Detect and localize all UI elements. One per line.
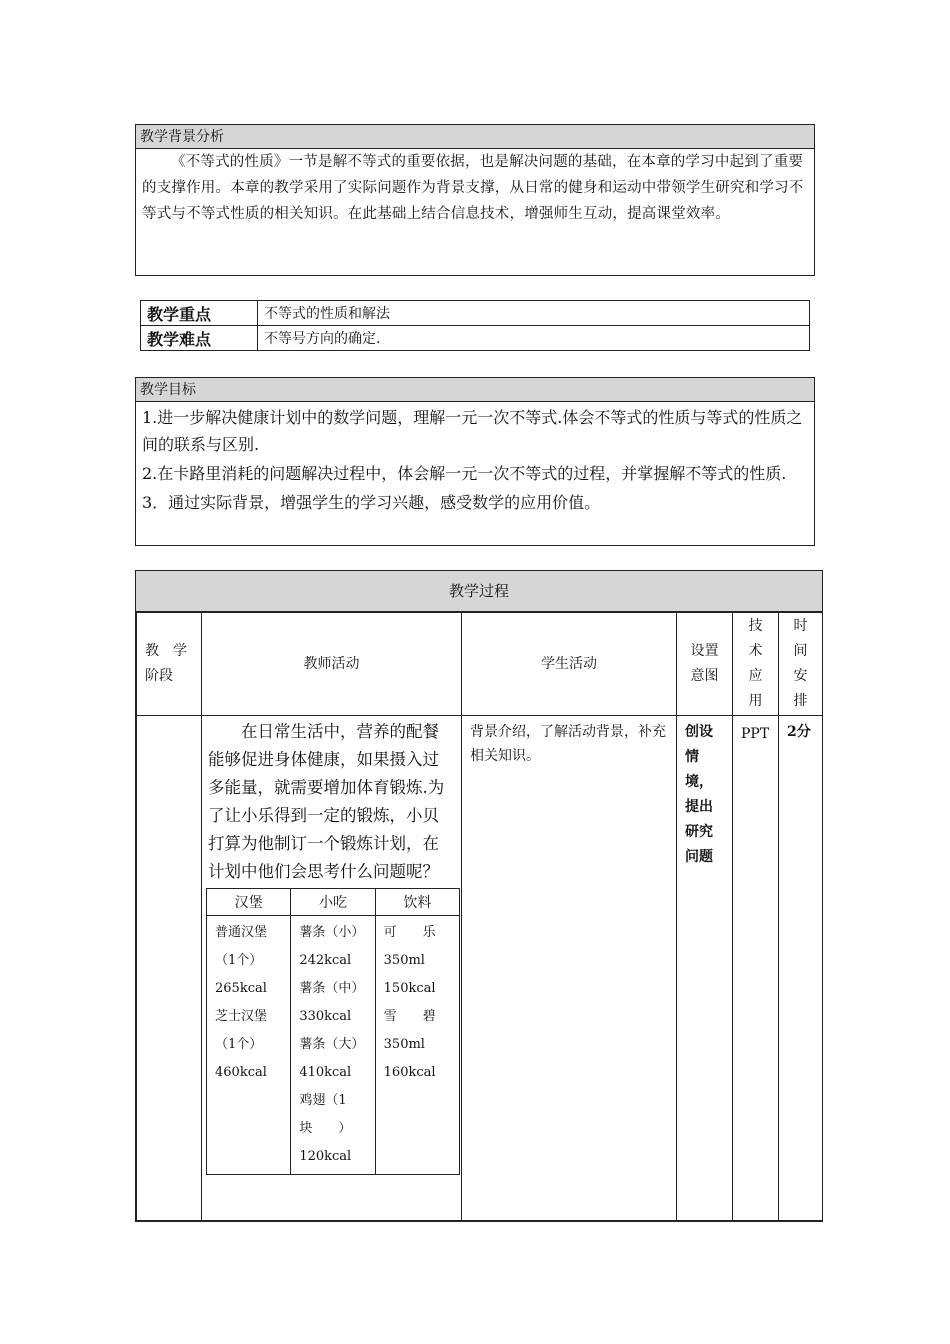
menu-burgers: 普通汉堡 （1个） 265kcal 芝士汉堡 （1个） 460kcal xyxy=(207,916,291,1175)
process-title: 教学过程 xyxy=(136,571,822,612)
goals-section xyxy=(135,377,815,546)
teacher-activity-text: 在日常生活中，营养的配餐能够促进身体健康，如果摄入过多能量，就需要增加体育锻炼.为了让小乐得到一定的锻炼，小贝打算为他制订一个锻炼计划，在计划中他们会思考什么问题呢？ xyxy=(208,722,445,881)
menu-header-snack: 小吃 xyxy=(291,889,375,916)
focus-label: 教学重点 xyxy=(141,301,258,326)
row1-teacher xyxy=(202,716,462,1221)
row1-intent: 创设情境，提出研究问题 xyxy=(677,716,733,1221)
row1-stage xyxy=(137,716,202,1221)
goals-header: 教学目标 xyxy=(136,378,814,402)
menu-table xyxy=(206,888,460,1175)
background-section xyxy=(135,124,815,276)
goal-item-1: 1.进一步解决健康计划中的数学问题，理解一元一次不等式.体会不等式的性质与等式的性质之间的联系与区别. xyxy=(142,408,803,454)
key-points-table xyxy=(140,300,810,351)
header-time: 时间安排 xyxy=(779,613,823,716)
menu-drinks: 可 乐 350ml 150kcal 雪 碧 350ml 160kcal xyxy=(375,916,459,1175)
menu-snacks: 薯条（小） 242kcal 薯条（中） 330kcal 薯条（大） 410kcal 鸡翅（1 块 ） 120kcal xyxy=(291,916,375,1175)
menu-header-drink: 饮料 xyxy=(375,889,459,916)
background-text: 《不等式的性质》一节是解不等式的重要依据，也是解决问题的基础，在本章的学习中起到了重要的支撑作用。本章的教学采用了实际问题作为背景支撑，从日常的健身和运动中带领学生研究和学习不等式与不等式性质的相关知识。在此基础上结合信息技术，增强师生互动，提高课堂效率。 xyxy=(142,154,804,222)
row1-tech: PPT xyxy=(733,716,779,1221)
difficulty-value: 不等号方向的确定. xyxy=(258,326,810,351)
menu-header-burger: 汉堡 xyxy=(207,889,291,916)
goal-item-2: 2.在卡路里消耗的问题解决过程中，体会解一元一次不等式的过程，并掌握解不等式的性质. xyxy=(142,464,787,483)
process-section xyxy=(135,570,823,1222)
header-teacher: 教师活动 xyxy=(202,613,462,716)
header-stage: 教 学阶段 xyxy=(137,613,202,716)
header-tech: 技术应用 xyxy=(733,613,779,716)
header-intent: 设置意图 xyxy=(677,613,733,716)
focus-value: 不等式的性质和解法 xyxy=(258,301,810,326)
row1-student: 背景介绍，了解活动背景，补充相关知识。 xyxy=(462,716,677,1221)
background-header: 教学背景分析 xyxy=(136,125,814,149)
difficulty-label: 教学难点 xyxy=(141,326,258,351)
process-table xyxy=(136,612,823,1221)
goal-item-3: 3．通过实际背景，增强学生的学习兴趣，感受数学的应用价值。 xyxy=(142,493,601,512)
row1-time: 2分 xyxy=(779,716,823,1221)
header-student: 学生活动 xyxy=(462,613,677,716)
